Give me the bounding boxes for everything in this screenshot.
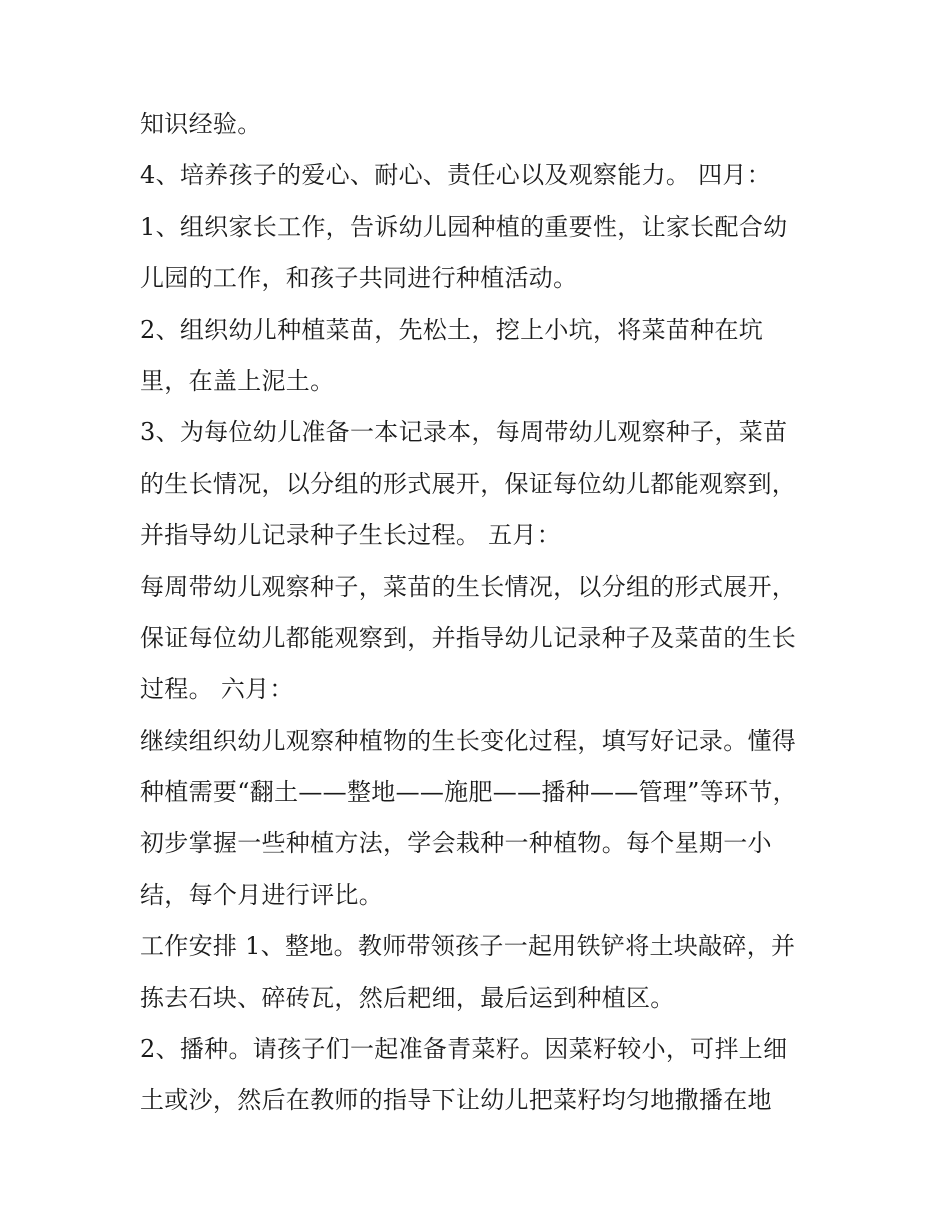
text-line: 并指导幼儿记录种子生长过程。 五月： xyxy=(140,521,562,550)
text-line: 拣去石块、碎砖瓦，然后耙细，最后运到种植区。 xyxy=(140,983,675,1012)
text-line: 3、为每位幼儿准备一本记录本，每周带幼儿观察种子，菜苗 xyxy=(140,418,788,447)
text-line: 2、播种。请孩子们一起准备青菜籽。因菜籽较小，可拌上细 xyxy=(140,1035,788,1064)
text-line: 里，在盖上泥土。 xyxy=(140,366,335,395)
document-body xyxy=(140,108,840,1136)
text-line: 儿园的工作，和孩子共同进行种植活动。 xyxy=(140,264,578,293)
text-line: 过程。 六月： xyxy=(140,675,294,704)
text-line: 结，每个月进行评比。 xyxy=(140,880,383,909)
text-line: 工作安排 1、整地。教师带领孩子一起用铁铲将土块敲碎，并 xyxy=(140,932,796,961)
text-line: 知识经验。 xyxy=(140,110,262,138)
text-line: 保证每位幼儿都能观察到，并指导幼儿记录种子及菜苗的生长 xyxy=(140,623,797,652)
text-line: 土或沙，然后在教师的指导下让幼儿把菜籽均匀地撒播在地 xyxy=(140,1086,772,1115)
text-line: 的生长情况，以分组的形式展开，保证每位幼儿都能观察到， xyxy=(140,469,797,498)
text-line: 2、组织幼儿种植菜苗，先松土，挖上小坑，将菜苗种在坑 xyxy=(140,315,764,344)
text-line: 每周带幼儿观察种子，菜苗的生长情况，以分组的形式展开， xyxy=(140,572,797,601)
text-line: 初步掌握一些种植方法，学会栽种一种植物。每个星期一小 xyxy=(140,829,772,858)
text-line: 4、培养孩子的爱心、耐心、责任心以及观察能力。 四月： xyxy=(140,161,771,190)
text-line: 1、组织家长工作，告诉幼儿园种植的重要性，让家长配合幼 xyxy=(140,212,788,241)
text-line: 继续组织幼儿观察种植物的生长变化过程，填写好记录。懂得 xyxy=(140,726,797,755)
text-line: 种植需要“翻土——整地——施肥——播种——管理”等环节， xyxy=(140,778,797,807)
